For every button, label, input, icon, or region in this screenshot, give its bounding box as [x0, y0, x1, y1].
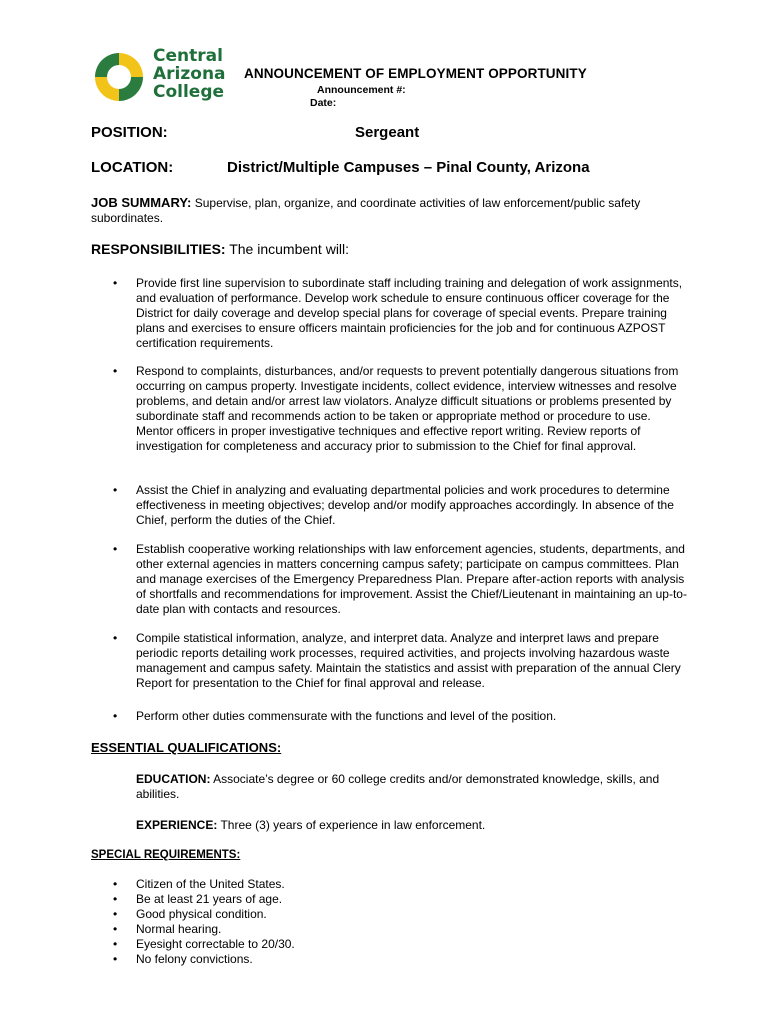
- location-value: District/Multiple Campuses – Pinal County, Arizona: [227, 159, 590, 176]
- responsibility-item: • Perform other duties commensurate with the functions and level of the position.: [91, 709, 691, 724]
- education-requirement: [136, 772, 681, 802]
- responsibility-list: [91, 364, 691, 454]
- responsibility-list: [91, 709, 691, 724]
- responsibility-list: [91, 542, 691, 617]
- education-text: Associate’s degree or 60 college credits and/or demonstrated knowledge, skills, and abilities.: [136, 772, 660, 801]
- responsibility-item: • Assist the Chief in analyzing and evaluating departmental policies and work procedures to determine effectiveness in meeting objectives; develop and/or modify approaches accordingly. In absence of the Chief, perform the duties of the Chief.: [91, 483, 691, 528]
- responsibility-item: • Compile statistical information, analyze, and interpret data. Analyze and interpret laws and prepare periodic reports detailing work processes, required activities, and projects involving hazardous waste management and campus safety. Maintain the statistics and assist with preparation of the annual Clery Report for presentation to the Chief for final approval and release.: [91, 631, 691, 691]
- logo-text-line3: College: [153, 82, 225, 102]
- special-requirement-item: • Eyesight correctable to 20/30.: [91, 937, 295, 952]
- date-label: Date:: [310, 97, 337, 109]
- position-value: Sergeant: [355, 124, 420, 141]
- announcement-title: ANNOUNCEMENT OF EMPLOYMENT OPPORTUNITY: [244, 66, 587, 81]
- special-requirement-item: • Normal hearing.: [91, 922, 295, 937]
- logo-text-line1: Central: [153, 46, 223, 66]
- announcement-number-label: Announcement #:: [317, 84, 406, 96]
- position-label: POSITION:: [91, 124, 168, 141]
- experience-requirement: [136, 818, 681, 833]
- responsibilities-heading: [91, 242, 691, 257]
- responsibility-list: [91, 483, 691, 528]
- experience-text: Three (3) years of experience in law enforcement.: [217, 818, 486, 832]
- responsibility-list: [91, 276, 691, 351]
- responsibilities-intro: The incumbent will:: [225, 241, 350, 257]
- responsibility-item: • Respond to complaints, disturbances, and/or requests to prevent potentially dangerous situations from occurring on campus property. Investigate incidents, collect evidence, interview witnesses and resolve problems, and detain and/or arrest law violators. Analyze difficult situations or problems presented by subordinate staff and recommends action to be taken or appropriate method or procedure to use. Mentor officers in proper investigative techniques and effective report writing. Review reports of investigation for completeness and accuracy prior to submission to the Chief for final approval.: [91, 364, 691, 454]
- special-requirement-item: • Be at least 21 years of age.: [91, 892, 295, 907]
- special-requirement-item: • No felony convictions.: [91, 952, 295, 967]
- special-requirement-item: • Citizen of the United States.: [91, 877, 295, 892]
- job-summary: [91, 195, 691, 226]
- special-requirements-heading: SPECIAL REQUIREMENTS:: [91, 849, 241, 861]
- responsibility-item: • Provide first line supervision to subordinate staff including training and delegation of work assignments, and evaluation of performance. Develop work schedule to ensure continuous officer coverage for the District for daily coverage and develop special plans for coverage of special events. Prepare training plans and exercises to ensure officers maintain proficiencies for the job and for continuous AZPOST certification requirements.: [91, 276, 691, 351]
- job-summary-label: JOB SUMMARY:: [91, 195, 192, 210]
- location-label: LOCATION:: [91, 159, 174, 176]
- experience-label: EXPERIENCE:: [136, 818, 218, 832]
- job-summary-text: Supervise, plan, organize, and coordinate activities of law enforcement/public safety subordinates.: [91, 196, 641, 225]
- logo-emblem-icon: [91, 49, 147, 105]
- responsibility-list: [91, 631, 691, 691]
- special-requirements-list: [91, 877, 295, 967]
- special-requirement-item: • Good physical condition.: [91, 907, 295, 922]
- logo-text-line2: Arizona: [153, 64, 226, 84]
- responsibility-item: • Establish cooperative working relationships with law enforcement agencies, students, departments, and other external agencies in matters concerning campus safety; participate on campus committees. Plan and manage exercises of the Emergency Preparedness Plan. Prepare after-action reports with analysis of shortfalls and recommendations for improvement. Assist the Chief/Lieutenant in maintaining an up-to-date plan with contacts and resources.: [91, 542, 691, 617]
- college-logo: [91, 47, 231, 105]
- education-label: EDUCATION:: [136, 772, 211, 786]
- responsibilities-label: RESPONSIBILITIES:: [91, 241, 226, 257]
- essential-qualifications-heading: ESSENTIAL QUALIFICATIONS:: [91, 740, 282, 755]
